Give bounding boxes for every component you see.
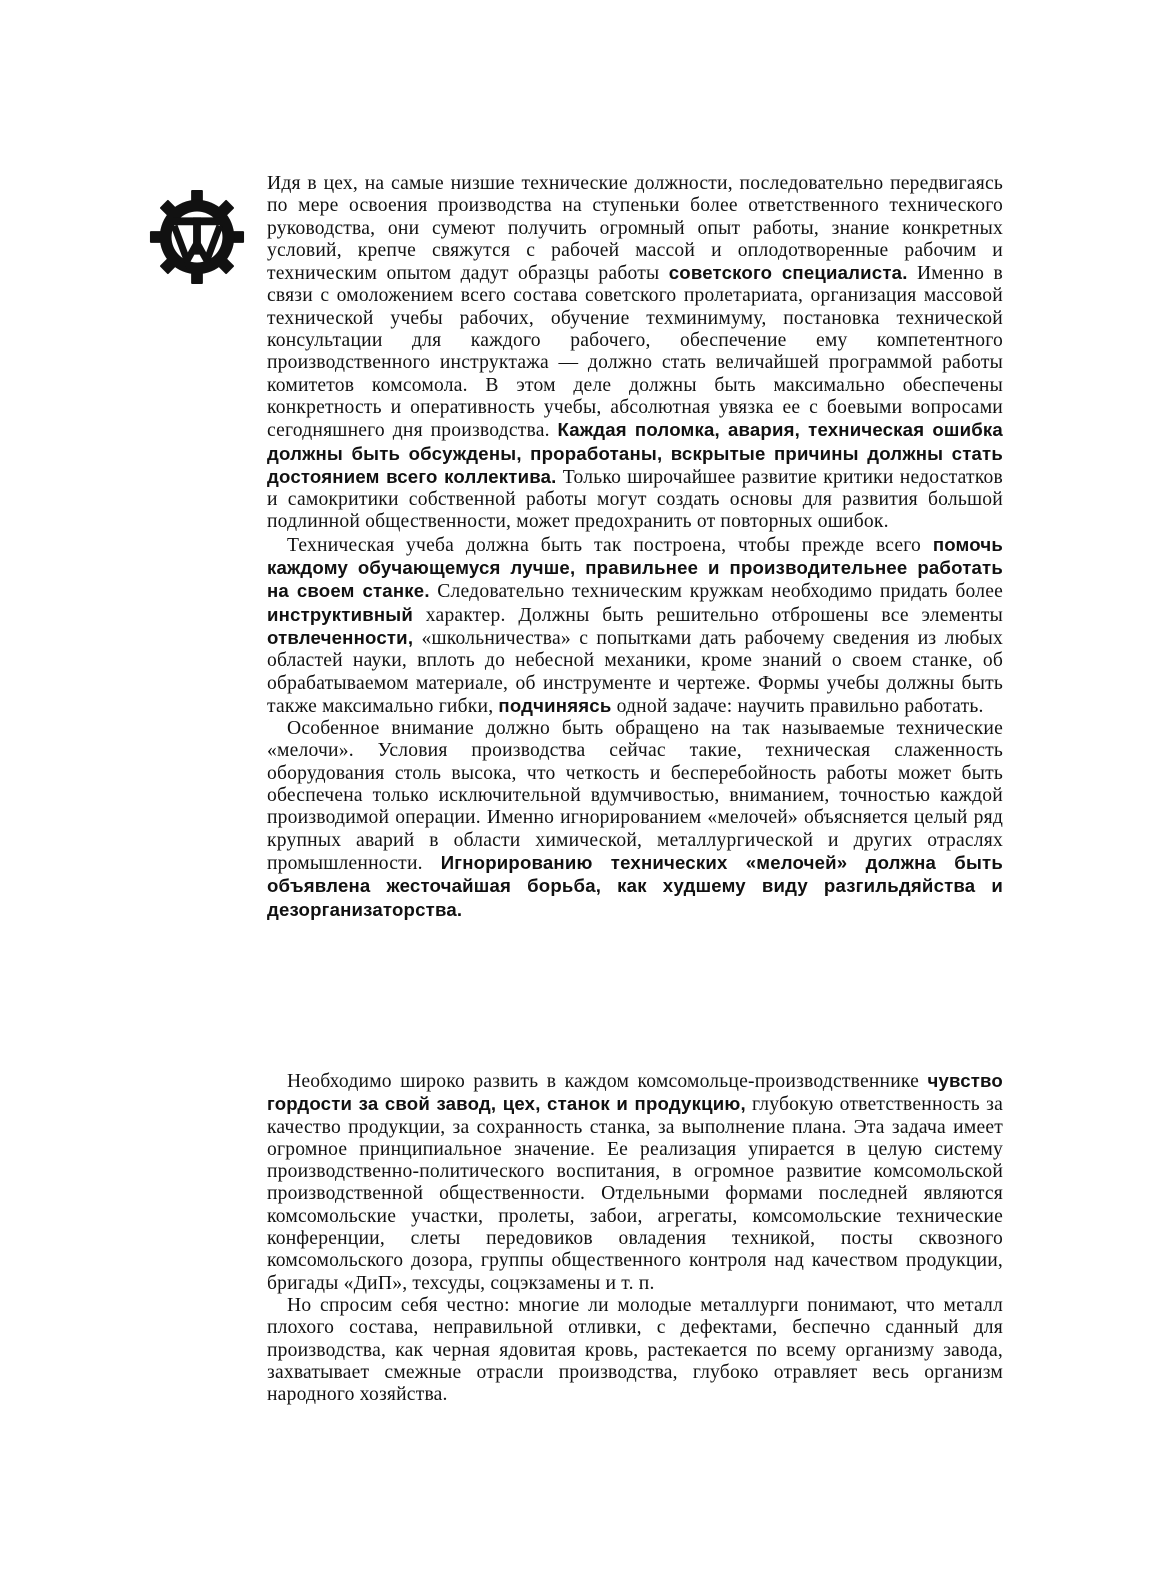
text-run: Только широчайшее развитие критики недостатков и самокритики собственной работы могут создать основы для развития большой подлинной общественности, может предохранить от повторных ошибок. (267, 466, 1003, 533)
bold-text: подчиняясь (498, 694, 612, 716)
paragraph (267, 718, 1003, 922)
bold-text: чувство гордости за свой завод, цех, станок и продукцию, (267, 1070, 1003, 1115)
paragraph (267, 1070, 1003, 1295)
bold-text: отвлеченности, (267, 626, 414, 648)
text-run: характер. Должны быть решительно отброшены все элементы (412, 604, 1003, 626)
text-run: Особенное внимание должно быть обращено на так называемые технические «мелочи». Условия производства сейчас такие, техническая слаженность оборудования столь высока, что четкость и бесперебойность работы может быть обеспечена только исключительной вдумчивостью, вниманием, точностью каждой производимой операции. Именно игнорированием «мелочей» объясняется целый ряд крупных аварий в области химической, металлургической и других отраслях промышленности. (267, 718, 1003, 874)
bold-text: инструктивный (267, 603, 413, 625)
paragraph (267, 534, 1003, 718)
text-run: Идя в цех, на самые низшие технические должности, последовательно передвигаясь по мере освоения производства на ступеньки более ответственного технического руководства, они сумеют получить огромный опыт работы, знание конкретных условий, крепче свяжутся с рабочей массой и оплодотворенные рабочим и техническим опытом дадут образцы работы (267, 173, 1003, 285)
text-run: Следовательно техническим кружкам необходимо придать более (429, 581, 1004, 603)
paragraph (267, 173, 1003, 534)
text-run: Необходимо широко развить в каждом комсомольце-производственнике (287, 1071, 928, 1092)
paragraph (267, 1295, 1003, 1406)
bold-text: помочь каждому обучающемуся лучше, правильнее и производительнее работать на своем станке. (267, 533, 1003, 602)
text-run: Именно в связи с омоложением всего состава советского пролетариата, организация массовой технической учебы рабочих, обучение техминимуму, постановка технической консультации для каждого рабочего, обеспечение ему компетентного производственного инструктажа — должно стать величайшей программой работы комитетов комсомола. В этом деле должны быть максимально обеспечены конкретность и оперативность учебы, абсолютная увязка ее с боевыми вопросами сегодняшнего дня производства. (267, 263, 1003, 442)
bold-text: Каждая поломка, авария, техническая ошибка должны быть обсуждены, проработаны, вскрытые причины должны стать достоянием всего коллектива. (267, 419, 1003, 487)
text-run: глубокую ответственность за качество продукции, за сохранность станка, за выполнение плана. Эта задача имеет огромное принципиальное значение. Ее реализация упирается в целую систему производственно-политического воспитания, в огромное развитие комсомольской производственной общественности. Отдельными формами последней являются комсомольские участки, пролеты, забои, агрегаты, комсомольские технические конференции, слеты передовиков овладения техникой, посты сквозного комсомольского дозора, группы общественного контроля над качеством продукции, бригады «ДиП», техсуды, соцэкзамены и т. п. (267, 1094, 1003, 1294)
text-run: Но спросим себя честно: многие ли молодые металлурги понимают, что металл плохого состава, неправильной отливки, с дефектами, беспечно сданный для производства, как черная ядовитая кровь, растекается по всему организму завода, захватывает смежные отрасли производства, глубоко отравляет весь организм народного хозяйства. (267, 1294, 1003, 1406)
text-section-1 (267, 173, 1003, 922)
text-run: одной задаче: научить правильно работать. (611, 695, 984, 717)
bold-text: советского специалиста. (668, 262, 908, 284)
text-run: Техническая учеба должна быть так построена, чтобы прежде всего (287, 534, 933, 556)
text-run: «школьничества» с попытками дать рабочему сведения из любых областей науки, вплоть до небесной механики, кроме знаний о своем станке, об обрабатываемом материале, об инструменте и чертеже. Формы учебы должны быть также максимально гибки, (267, 627, 1003, 717)
text-section-2 (267, 1070, 1003, 1406)
gear-wrench-emblem-icon (148, 188, 246, 286)
bold-text: Игнорированию технических «мелочей» должна быть объявлена жесточайшая борьба, как худшему виду разгильдяйства и дезорганизаторства. (267, 851, 1003, 920)
